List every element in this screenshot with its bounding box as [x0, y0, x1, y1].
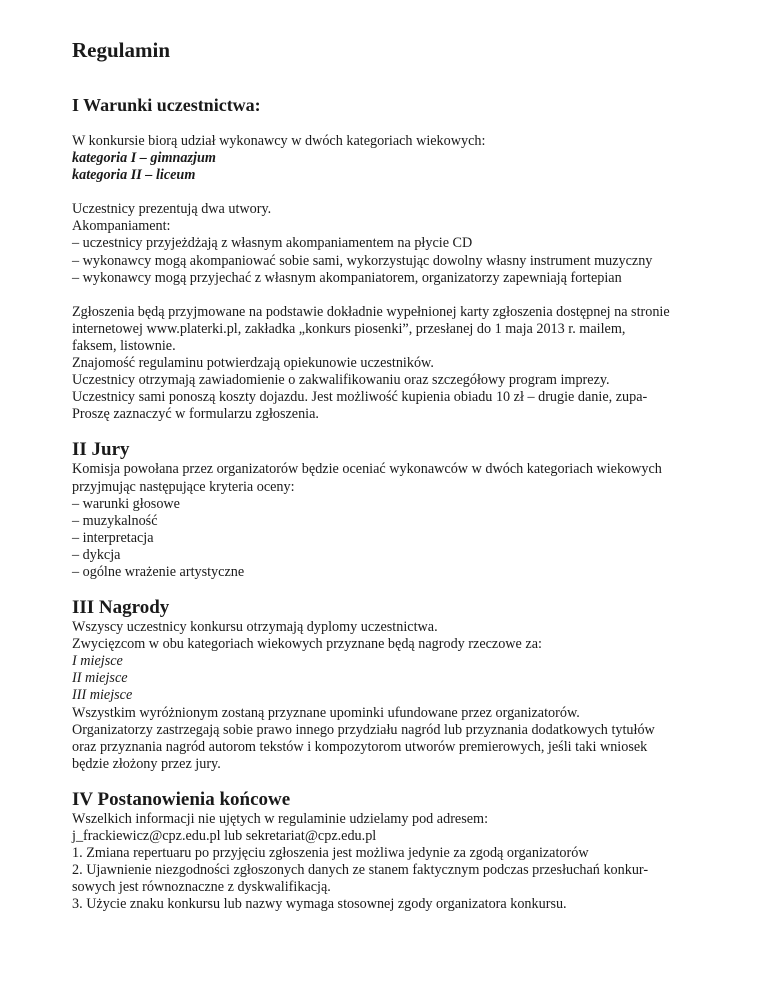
- intro-block: [72, 133, 708, 184]
- list-item: 3. Użycie znaku konkursu lub nazwy wymaga stosownej zgody organizatora konkursu.: [72, 896, 567, 913]
- text-line: oraz przyznania nagród autorom tekstów i kompozytorom utworów premierowych, jeśli taki wniosek: [72, 738, 648, 755]
- prize-place: III miejsce: [72, 687, 133, 704]
- list-item: – warunki głosowe: [72, 495, 180, 512]
- text-line: Zgłoszenia będą przyjmowane na podstawie dokładnie wypełnionej karty zgłoszenia dostępnej na stronie: [72, 303, 670, 320]
- category-item: kategoria I – gimnazjum: [72, 150, 216, 167]
- list-item: – interpretacja: [72, 529, 154, 546]
- category-item: kategoria II – liceum: [72, 167, 196, 184]
- section-heading-warunki: I Warunki uczestnictwa:: [72, 95, 261, 115]
- list-item: – wykonawcy mogą przyjechać z własnym akompaniatorem, organizatorzy zapewniają fortepian: [72, 269, 622, 286]
- text-line: Uczestnicy prezentują dwa utwory.: [72, 201, 272, 218]
- contact-emails[interactable]: j_frackiewicz@cpz.edu.pl lub sekretariat@cpz.edu.pl: [72, 828, 377, 844]
- text-line: Znajomość regulaminu potwierdzają opiekunowie uczestników.: [72, 355, 434, 372]
- intro-text: W konkursie biorą udział wykonawcy w dwóch kategoriach wiekowych:: [72, 133, 486, 149]
- text-line: Uczestnicy sami ponoszą koszty dojazdu. Jest możliwość kupienia obiadu 10 zł – drugie danie, zupa-: [72, 389, 648, 406]
- document-title: Regulamin: [72, 38, 171, 62]
- section-heading-jury: II Jury: [72, 439, 130, 461]
- text-line: Uczestnicy otrzymają zawiadomienie o zakwalifikowaniu oraz szczegółowy program imprezy.: [72, 372, 610, 389]
- text-line: Zwycięzcom w obu kategoriach wiekowych przyznane będą nagrody rzeczowe za:: [72, 636, 542, 653]
- section-nagrody: [72, 597, 708, 773]
- list-item: 1. Zmiana repertuaru po przyjęciu zgłoszenia jest możliwa jedynie za zgodą organizatorów: [72, 845, 589, 862]
- zgloszenia-block: [72, 304, 708, 424]
- text-line: Wszelkich informacji nie ujętych w regulaminie udzielamy pod adresem:: [72, 810, 489, 827]
- text-line: faksem, listownie.: [72, 337, 176, 354]
- list-item: – dykcja: [72, 546, 121, 563]
- section-postanowienia: [72, 789, 708, 914]
- text-line: Komisja powołana przez organizatorów będzie oceniać wykonawców w dwóch kategoriach wiekowych: [72, 461, 662, 478]
- text-line: Wszyscy uczestnicy konkursu otrzymają dyplomy uczestnictwa.: [72, 619, 438, 636]
- text-line: Wszystkim wyróżnionym zostaną przyznane upominki ufundowane przez organizatorów.: [72, 704, 580, 721]
- text-line: Akompaniament:: [72, 218, 171, 235]
- text-line: będzie złożony przez jury.: [72, 755, 221, 772]
- list-item: – muzykalność: [72, 512, 158, 529]
- text-line: przyjmując następujące kryteria oceny:: [72, 478, 295, 495]
- text-line: internetowej www.platerki.pl, zakładka „konkurs piosenki”, przesłanej do 1 maja 2013 r. mailem,: [72, 320, 626, 337]
- prize-place: I miejsce: [72, 653, 123, 670]
- list-item: sowych jest równoznaczne z dyskwalifikacją.: [72, 879, 331, 896]
- section-heading-nagrody: III Nagrody: [72, 597, 170, 619]
- list-item: 2. Ujawnienie niezgodności zgłoszonych danych ze stanem faktycznym podczas przesłuchań konkur-: [72, 862, 649, 879]
- prize-place: II miejsce: [72, 670, 128, 687]
- document-page: [72, 38, 708, 913]
- akompaniament-block: [72, 201, 708, 286]
- list-item: – wykonawcy mogą akompaniować sobie sami, wykorzystując dowolny własny instrument muzyczny: [72, 252, 653, 269]
- section-warunki: [72, 94, 708, 423]
- list-item: – uczestnicy przyjeżdżają z własnym akompaniamentem na płycie CD: [72, 235, 473, 252]
- section-jury: [72, 439, 708, 581]
- text-line: Organizatorzy zastrzegają sobie prawo innego przydziału nagród lub przyznania dodatkowych tytułów: [72, 721, 655, 738]
- list-item: – ogólne wrażenie artystyczne: [72, 563, 245, 580]
- section-heading-postanowienia: IV Postanowienia końcowe: [72, 788, 291, 810]
- text-line: Proszę zaznaczyć w formularzu zgłoszenia.: [72, 406, 319, 423]
